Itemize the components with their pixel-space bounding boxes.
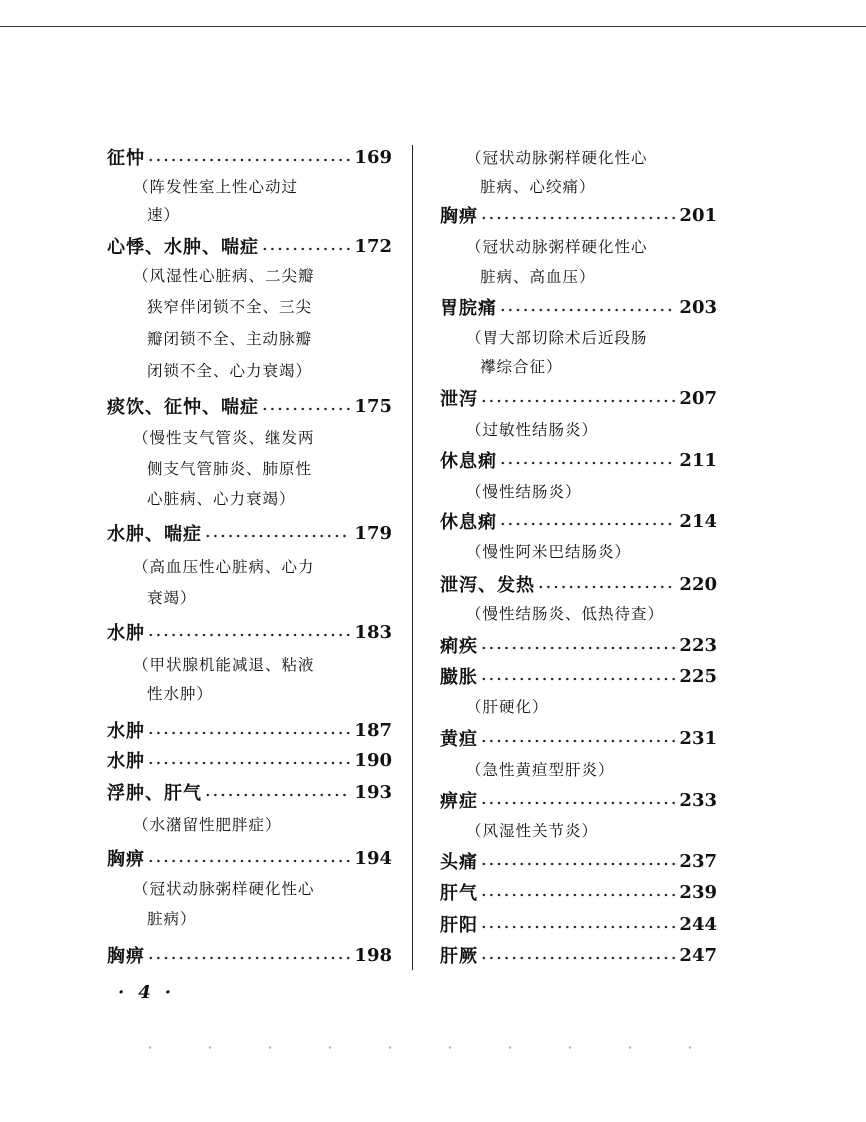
toc-entry[interactable] [440,294,717,320]
dot-leader [147,956,351,960]
page-number: ·4· [118,982,186,1003]
entry-note: （慢性阿米巴结肠炎） [466,543,632,561]
toc-entry[interactable] [440,202,717,228]
toc-entry[interactable] [440,571,717,597]
entry-note: （过敏性结肠炎） [466,421,599,439]
entry-page-number: 239 [679,881,717,903]
entry-note: （肝硬化） [466,698,549,716]
entry-note: （阵发性室上性心动过 [133,178,299,196]
entry-note: （慢性结肠炎） [466,483,582,501]
entry-note: 性水肿） [147,685,214,703]
entry-title: 泄泻、发热 [440,575,535,596]
dot-leader [480,893,676,897]
entry-title: 痰饮、征忡、喘症 [107,397,259,418]
entry-page-number: 225 [679,665,717,687]
entry-title: 休息痢 [440,451,497,472]
dot-leader [480,801,676,805]
entry-title: 肝阳 [440,915,478,936]
entry-note: （高血压性心脏病、心力 [133,558,315,576]
dot-leader [480,399,676,403]
entry-note: （胃大部切除术后近段肠 [466,329,648,347]
entry-page-number: 247 [679,944,717,966]
entry-page-number: 233 [679,789,717,811]
entry-title: 休息痢 [440,512,497,533]
entry-note: 脏病） [147,910,197,928]
entry-page-number: 198 [354,944,392,966]
dot-leader [147,731,351,735]
entry-note: 脏病、高血压） [480,268,596,286]
entry-title: 水肿 [107,751,145,772]
toc-entry[interactable] [440,508,717,534]
entry-page-number: 183 [354,621,392,643]
toc-entry[interactable] [440,447,717,473]
entry-page-number: 179 [354,522,392,544]
toc-entry[interactable] [107,144,392,170]
dot-leader [147,859,351,863]
entry-title: 水肿、喘症 [107,524,202,545]
dot-leader [499,308,676,312]
dot-leader [204,534,351,538]
entry-page-number: 214 [679,510,717,532]
toc-entry[interactable] [440,663,717,689]
entry-note: 狭窄伴闭锁不全、三尖 [147,298,313,316]
entry-note: 侧支气管肺炎、肺原性 [147,460,313,478]
toc-entry[interactable] [107,619,392,645]
entry-note: 瓣闭锁不全、主动脉瓣 [147,330,313,348]
toc-entry[interactable] [107,845,392,871]
entry-page-number: 172 [354,235,392,257]
entry-note: （冠状动脉粥样硬化性心 [466,238,648,256]
toc-entry[interactable] [107,233,392,259]
top-rule [0,26,866,27]
entry-note: （慢性结肠炎、低热待查） [466,605,665,623]
entry-title: 浮肿、肝气 [107,783,202,804]
toc-entry[interactable] [440,787,717,813]
entry-title: 征忡 [107,148,145,169]
toc-entry[interactable] [107,779,392,805]
entry-note: 襻综合征） [480,358,563,376]
dot-leader [499,522,676,526]
entry-note: 脏病、心绞痛） [480,178,596,196]
dot-leader [480,739,676,743]
toc-entry[interactable] [107,942,392,968]
toc-entry[interactable] [440,632,717,658]
toc-entry[interactable] [440,725,717,751]
dot-leader [499,461,676,465]
entry-title: 肝气 [440,883,478,904]
entry-page-number: 175 [354,395,392,417]
entry-page-number: 169 [354,146,392,168]
entry-note: （风湿性关节炎） [466,822,599,840]
entry-page-number: 237 [679,850,717,872]
dot-leader [261,247,351,251]
dot-leader [480,956,676,960]
entry-title: 水肿 [107,721,145,742]
dot-leader [147,761,351,765]
entry-page-number: 211 [679,449,717,471]
entry-page-number: 207 [679,387,717,409]
entry-note: 心脏病、心力衰竭） [147,490,296,508]
dot-leader [480,216,676,220]
entry-title: 臌胀 [440,667,478,688]
dot-leader [480,925,676,929]
entry-page-number: 203 [679,296,717,318]
entry-page-number: 190 [354,749,392,771]
entry-page-number: 231 [679,727,717,749]
entry-page-number: 223 [679,634,717,656]
entry-page-number: 194 [354,847,392,869]
entry-title: 头痛 [440,852,478,873]
entry-title: 肝厥 [440,946,478,967]
entry-title: 痹症 [440,791,478,812]
dot-leader [480,646,676,650]
entry-title: 黄疸 [440,729,478,750]
entry-title: 泄泻 [440,389,478,410]
toc-entry[interactable] [107,520,392,546]
entry-title: 心悸、水肿、喘症 [107,237,259,258]
toc-entry[interactable] [440,848,717,874]
toc-entry[interactable] [440,385,717,411]
toc-entry[interactable] [107,393,392,419]
entry-note: （急性黄疸型肝炎） [466,761,615,779]
entry-note: （冠状动脉粥样硬化性心 [466,149,648,167]
entry-title: 胃脘痛 [440,298,497,319]
toc-entry[interactable] [440,879,717,905]
entry-title: 胸痹 [107,849,145,870]
dot-leader [480,677,676,681]
entry-title: 痢疾 [440,636,478,657]
entry-note: （慢性支气管炎、继发两 [133,429,315,447]
dot-leader [480,862,676,866]
entry-note: （水潴留性肥胖症） [133,816,282,834]
entry-note: 闭锁不全、心力衰竭） [147,362,313,380]
column-divider [412,145,413,970]
entry-page-number: 244 [679,913,717,935]
dot-leader [261,407,351,411]
entry-title: 胸痹 [440,206,478,227]
entry-page-number: 220 [679,573,717,595]
entry-note: （冠状动脉粥样硬化性心 [133,880,315,898]
dot-leader [537,585,676,589]
dot-leader [147,633,351,637]
toc-entry[interactable] [440,942,717,968]
entry-page-number: 201 [679,204,717,226]
dot-leader [147,158,351,162]
toc-entry[interactable] [107,717,392,743]
dot-leader [204,793,351,797]
entry-note: （甲状腺机能减退、粘液 [133,656,315,674]
entry-title: 水肿 [107,623,145,644]
entry-page-number: 187 [354,719,392,741]
scan-artifacts [120,1046,740,1049]
entry-note: （风湿性心脏病、二尖瓣 [133,267,315,285]
toc-entry[interactable] [440,911,717,937]
entry-title: 胸痹 [107,946,145,967]
toc-entry[interactable] [107,747,392,773]
entry-page-number: 193 [354,781,392,803]
entry-note: 速） [147,206,181,224]
entry-note: 衰竭） [147,589,197,607]
